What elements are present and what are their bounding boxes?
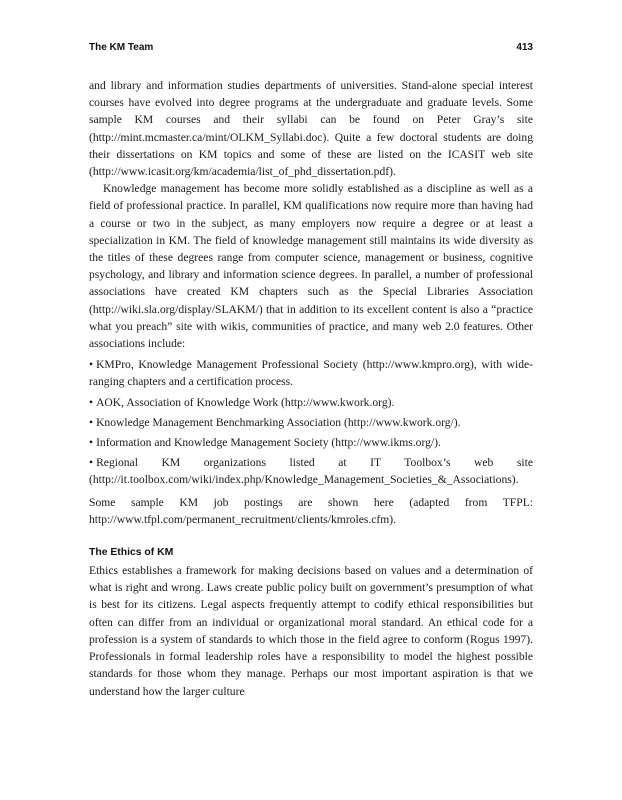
bullet-marker: • bbox=[89, 358, 94, 372]
list-item-text: AOK, Association of Knowledge Work (http://www.kwork.org). bbox=[96, 395, 395, 409]
list-item bbox=[89, 356, 533, 390]
list-item-text: Information and Knowledge Management Society (http://www.ikms.org/). bbox=[96, 436, 441, 450]
bullet-marker: • bbox=[89, 456, 94, 470]
page-number: 413 bbox=[516, 42, 533, 53]
associations-list bbox=[89, 356, 533, 488]
paragraph-ethics: Ethics establishes a framework for making decisions based on values and a determination of what is right and wrong. Laws create public policy built on government’s presumption of what is best for its citizens. Legal aspects frequently attempt to codify ethical responsibilities but often can differ from an individual or organizational moral standard. An ethical code for a profession is a system of standards to which those in the field agree to conform (Rogus 1997). Professionals in formal leadership roles have a responsibility to model the highest possible standards for those whom they manage. Perhaps our most important aspiration is that we understand how the larger culture bbox=[89, 564, 533, 698]
section-heading: The Ethics of KM bbox=[89, 547, 174, 559]
list-item bbox=[89, 454, 533, 488]
paragraph-job-postings: Some sample KM job postings are shown here (adapted from TFPL: http://www.tfpl.com/permanent_recruitment/clients/kmroles.cfm). bbox=[89, 495, 533, 526]
running-head-title: The KM Team bbox=[89, 42, 154, 53]
list-item-text: KMPro, Knowledge Management Professional Society (http://www.kmpro.org), with wide-ranging chapters and a certification process. bbox=[89, 358, 533, 389]
paragraph-km-discipline: Knowledge management has become more solidly established as a discipline as well as a field of professional practice. In parallel, KM qualifications now require more than having had a course or two in the subject, as many employers now require a degree or at least a specialization in KM. The field of knowledge management still maintains its wide diversity as the titles of these degrees range from computer science, management or business, cognitive psychology, and library and information science degrees. In parallel, a number of professional associations have created KM chapters such as the Special Libraries Association (http://wiki.sla.org/display/SLAKM/) that in addition to its excellent content is also a “practice what you preach” site with wikis, communities of practice, and many web 2.0 features. Other associations include: bbox=[89, 182, 533, 351]
body-text bbox=[89, 77, 533, 700]
list-item-text: Knowledge Management Benchmarking Association (http://www.kwork.org/). bbox=[96, 415, 461, 429]
bullet-marker: • bbox=[89, 436, 94, 450]
bullet-marker: • bbox=[89, 415, 94, 429]
list-item bbox=[89, 414, 533, 431]
running-head bbox=[89, 42, 533, 56]
paragraph-continued: and library and information studies departments of universities. Stand-alone special interest courses have evolved into degree programs at the undergraduate and graduate levels. Some sample KM courses and their syllabi can be found on Peter Gray’s site (http://mint.mcmaster.ca/mint/OLKM_Syllabi.doc). Quite a few doctoral students are doing their dissertations on KM topics and some of these are listed on the ICASIT web site (http://www.icasit.org/km/academia/list_of_phd_dissertation.pdf). bbox=[89, 79, 533, 179]
list-item bbox=[89, 434, 533, 451]
bullet-marker: • bbox=[89, 395, 94, 409]
list-item bbox=[89, 394, 533, 411]
list-item-text: Regional KM organizations listed at IT Toolbox’s web site (http://it.toolbox.com/wiki/index.php/Knowledge_Management_Societies_&_Associations). bbox=[89, 456, 533, 487]
